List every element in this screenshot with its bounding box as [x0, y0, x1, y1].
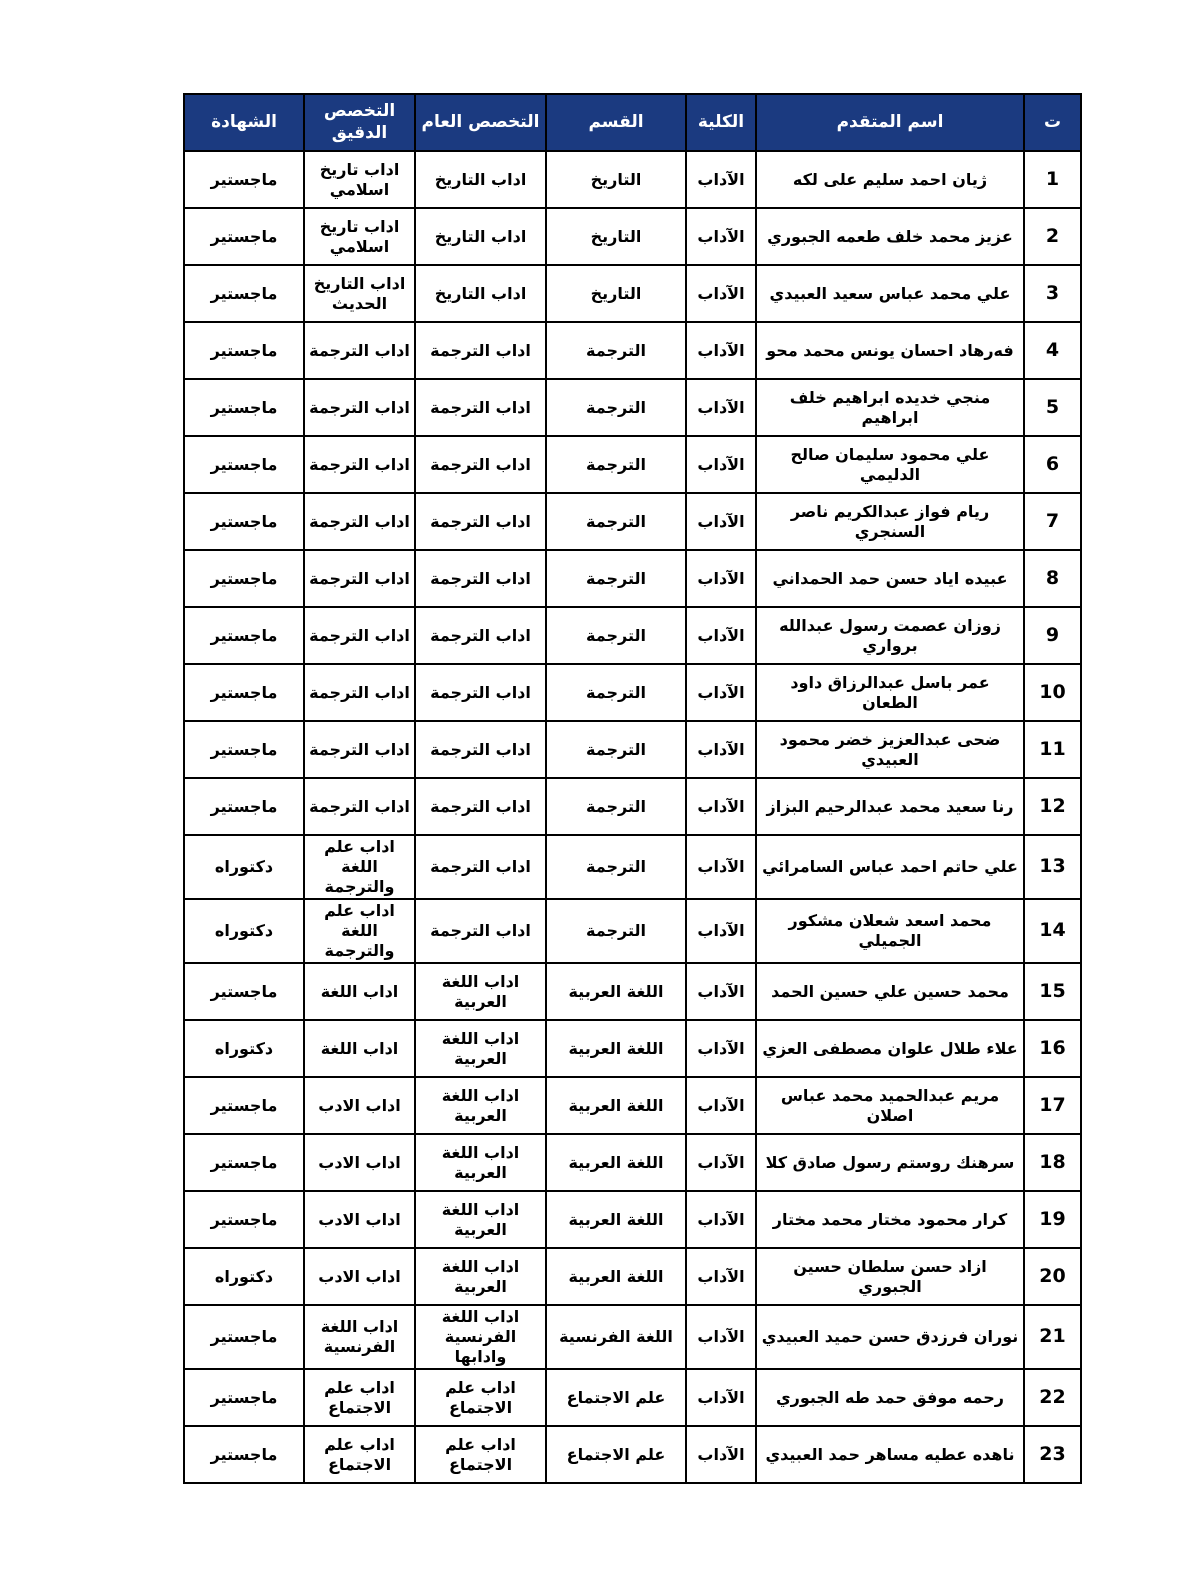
cell-number: 22 — [1024, 1369, 1081, 1426]
cell-degree: ماجستير — [184, 151, 304, 208]
header-degree: الشهادة — [184, 94, 304, 151]
cell-specific-specialization: اداب اللغة الفرنسية — [304, 1305, 415, 1369]
cell-applicant-name: ريام فواز عبدالكريم ناصر السنجري — [756, 493, 1024, 550]
cell-degree: ماجستير — [184, 550, 304, 607]
cell-degree: ماجستير — [184, 322, 304, 379]
cell-number: 4 — [1024, 322, 1081, 379]
header-number: ت — [1024, 94, 1081, 151]
cell-number: 19 — [1024, 1191, 1081, 1248]
cell-degree: ماجستير — [184, 1077, 304, 1134]
cell-college: الآداب — [686, 1426, 756, 1483]
table-row — [184, 721, 1081, 778]
cell-number: 2 — [1024, 208, 1081, 265]
cell-number: 20 — [1024, 1248, 1081, 1305]
cell-degree: ماجستير — [184, 778, 304, 835]
table-row — [184, 607, 1081, 664]
cell-applicant-name: علاء طلال علوان مصطفى العزي — [756, 1020, 1024, 1077]
cell-department: اللغة العربية — [546, 1020, 686, 1077]
cell-general-specialization: اداب الترجمة — [415, 550, 546, 607]
cell-college: الآداب — [686, 1191, 756, 1248]
cell-department: الترجمة — [546, 436, 686, 493]
cell-department: اللغة العربية — [546, 1191, 686, 1248]
cell-degree: ماجستير — [184, 379, 304, 436]
cell-applicant-name: منجي خديده ابراهيم خلف ابراهيم — [756, 379, 1024, 436]
cell-number: 6 — [1024, 436, 1081, 493]
cell-specific-specialization: اداب الادب — [304, 1191, 415, 1248]
cell-number: 16 — [1024, 1020, 1081, 1077]
cell-specific-specialization: اداب الترجمة — [304, 379, 415, 436]
cell-general-specialization: اداب التاريخ — [415, 265, 546, 322]
cell-general-specialization: اداب التاريخ — [415, 208, 546, 265]
cell-general-specialization: اداب علم الاجتماع — [415, 1369, 546, 1426]
cell-applicant-name: عزيز محمد خلف طعمه الجبوري — [756, 208, 1024, 265]
cell-specific-specialization: اداب الترجمة — [304, 778, 415, 835]
cell-department: اللغة العربية — [546, 1134, 686, 1191]
cell-college: الآداب — [686, 607, 756, 664]
cell-number: 3 — [1024, 265, 1081, 322]
table-row — [184, 778, 1081, 835]
cell-college: الآداب — [686, 550, 756, 607]
cell-department: الترجمة — [546, 322, 686, 379]
cell-general-specialization: اداب اللغة العربية — [415, 1134, 546, 1191]
cell-specific-specialization: اداب الترجمة — [304, 436, 415, 493]
cell-degree: ماجستير — [184, 963, 304, 1020]
cell-applicant-name: سرهنك روستم رسول صادق كلا — [756, 1134, 1024, 1191]
cell-degree: ماجستير — [184, 607, 304, 664]
cell-college: الآداب — [686, 436, 756, 493]
table-row — [184, 1426, 1081, 1483]
cell-college: الآداب — [686, 835, 756, 899]
cell-department: التاريخ — [546, 151, 686, 208]
cell-applicant-name: عبيده اياد حسن حمد الحمداني — [756, 550, 1024, 607]
cell-degree: ماجستير — [184, 1369, 304, 1426]
table-row — [184, 1248, 1081, 1305]
table-row — [184, 379, 1081, 436]
cell-specific-specialization: اداب اللغة — [304, 963, 415, 1020]
cell-college: الآداب — [686, 963, 756, 1020]
cell-number: 11 — [1024, 721, 1081, 778]
table-row — [184, 664, 1081, 721]
header-department: القسم — [546, 94, 686, 151]
header-applicant-name: اسم المتقدم — [756, 94, 1024, 151]
cell-college: الآداب — [686, 1248, 756, 1305]
table-row — [184, 1305, 1081, 1369]
cell-degree: ماجستير — [184, 1426, 304, 1483]
cell-department: علم الاجتماع — [546, 1426, 686, 1483]
cell-number: 23 — [1024, 1426, 1081, 1483]
cell-specific-specialization: اداب علم الاجتماع — [304, 1369, 415, 1426]
cell-general-specialization: اداب الترجمة — [415, 322, 546, 379]
cell-department: الترجمة — [546, 899, 686, 963]
cell-applicant-name: عمر باسل عبدالرزاق داود الطعان — [756, 664, 1024, 721]
cell-degree: دكتوراه — [184, 835, 304, 899]
cell-applicant-name: رحمه موفق حمد طه الجبوري — [756, 1369, 1024, 1426]
cell-applicant-name: فه‌رهاد احسان يونس محمد محو — [756, 322, 1024, 379]
cell-applicant-name: كرار محمود مختار محمد مختار — [756, 1191, 1024, 1248]
cell-degree: ماجستير — [184, 493, 304, 550]
cell-department: اللغة الفرنسية — [546, 1305, 686, 1369]
cell-general-specialization: اداب علم الاجتماع — [415, 1426, 546, 1483]
table-row — [184, 436, 1081, 493]
cell-specific-specialization: اداب تاريخ اسلامي — [304, 208, 415, 265]
cell-college: الآداب — [686, 265, 756, 322]
cell-number: 1 — [1024, 151, 1081, 208]
cell-degree: ماجستير — [184, 208, 304, 265]
cell-degree: ماجستير — [184, 265, 304, 322]
cell-general-specialization: اداب اللغة العربية — [415, 963, 546, 1020]
cell-degree: دكتوراه — [184, 1248, 304, 1305]
table-row — [184, 835, 1081, 899]
cell-college: الآداب — [686, 778, 756, 835]
cell-department: الترجمة — [546, 379, 686, 436]
cell-general-specialization: اداب الترجمة — [415, 899, 546, 963]
cell-number: 8 — [1024, 550, 1081, 607]
cell-department: الترجمة — [546, 607, 686, 664]
cell-specific-specialization: اداب التاريخ الحديث — [304, 265, 415, 322]
cell-general-specialization: اداب الترجمة — [415, 379, 546, 436]
cell-general-specialization: اداب الترجمة — [415, 493, 546, 550]
cell-number: 10 — [1024, 664, 1081, 721]
cell-number: 17 — [1024, 1077, 1081, 1134]
cell-college: الآداب — [686, 1077, 756, 1134]
cell-general-specialization: اداب التاريخ — [415, 151, 546, 208]
header-specific-specialization: التخصص الدقيق — [304, 94, 415, 151]
table-row — [184, 265, 1081, 322]
cell-applicant-name: محمد اسعد شعلان مشكور الجميلي — [756, 899, 1024, 963]
cell-department: الترجمة — [546, 493, 686, 550]
table-row — [184, 1020, 1081, 1077]
cell-specific-specialization: اداب الترجمة — [304, 322, 415, 379]
cell-department: اللغة العربية — [546, 1077, 686, 1134]
cell-number: 7 — [1024, 493, 1081, 550]
cell-degree: ماجستير — [184, 721, 304, 778]
cell-applicant-name: زوزان عصمت رسول عبدالله برواري — [756, 607, 1024, 664]
cell-degree: ماجستير — [184, 1191, 304, 1248]
cell-specific-specialization: اداب علم اللغة والترجمة — [304, 899, 415, 963]
cell-department: اللغة العربية — [546, 1248, 686, 1305]
cell-number: 5 — [1024, 379, 1081, 436]
table-row — [184, 1077, 1081, 1134]
cell-specific-specialization: اداب تاريخ اسلامي — [304, 151, 415, 208]
cell-department: الترجمة — [546, 550, 686, 607]
cell-applicant-name: علي محمود سليمان صالح الدليمي — [756, 436, 1024, 493]
cell-specific-specialization: اداب الترجمة — [304, 493, 415, 550]
cell-general-specialization: اداب الترجمة — [415, 664, 546, 721]
cell-college: الآداب — [686, 899, 756, 963]
cell-applicant-name: ازاد حسن سلطان حسين الجبوري — [756, 1248, 1024, 1305]
cell-number: 9 — [1024, 607, 1081, 664]
cell-general-specialization: اداب الترجمة — [415, 721, 546, 778]
cell-college: الآداب — [686, 379, 756, 436]
cell-applicant-name: ناهده عطيه مساهر حمد العبيدي — [756, 1426, 1024, 1483]
cell-number: 12 — [1024, 778, 1081, 835]
cell-specific-specialization: اداب الادب — [304, 1134, 415, 1191]
cell-college: الآداب — [686, 664, 756, 721]
table-row — [184, 1134, 1081, 1191]
table-row — [184, 963, 1081, 1020]
cell-degree: ماجستير — [184, 436, 304, 493]
cell-department: علم الاجتماع — [546, 1369, 686, 1426]
cell-college: الآداب — [686, 493, 756, 550]
cell-general-specialization: اداب الترجمة — [415, 835, 546, 899]
cell-department: الترجمة — [546, 778, 686, 835]
applicants-table — [183, 93, 1082, 1484]
cell-degree: ماجستير — [184, 1134, 304, 1191]
cell-degree: دكتوراه — [184, 899, 304, 963]
cell-specific-specialization: اداب الترجمة — [304, 550, 415, 607]
cell-specific-specialization: اداب علم الاجتماع — [304, 1426, 415, 1483]
cell-applicant-name: علي حاتم احمد عباس السامرائي — [756, 835, 1024, 899]
cell-degree: دكتوراه — [184, 1020, 304, 1077]
cell-number: 13 — [1024, 835, 1081, 899]
cell-applicant-name: محمد حسين علي حسين الحمد — [756, 963, 1024, 1020]
cell-department: الترجمة — [546, 835, 686, 899]
table-row — [184, 1369, 1081, 1426]
cell-applicant-name: علي محمد عباس سعيد العبيدي — [756, 265, 1024, 322]
header-general-specialization: التخصص العام — [415, 94, 546, 151]
cell-general-specialization: اداب اللغة العربية — [415, 1077, 546, 1134]
cell-general-specialization: اداب اللغة العربية — [415, 1191, 546, 1248]
cell-applicant-name: ضحى عبدالعزيز خضر محمود العبيدي — [756, 721, 1024, 778]
cell-specific-specialization: اداب اللغة — [304, 1020, 415, 1077]
table-row — [184, 208, 1081, 265]
cell-college: الآداب — [686, 1369, 756, 1426]
cell-number: 18 — [1024, 1134, 1081, 1191]
cell-specific-specialization: اداب الادب — [304, 1077, 415, 1134]
cell-degree: ماجستير — [184, 1305, 304, 1369]
table-row — [184, 899, 1081, 963]
cell-specific-specialization: اداب الترجمة — [304, 721, 415, 778]
cell-college: الآداب — [686, 1020, 756, 1077]
cell-department: التاريخ — [546, 265, 686, 322]
header-row — [184, 94, 1081, 151]
cell-general-specialization: اداب اللغة العربية — [415, 1248, 546, 1305]
table-row — [184, 151, 1081, 208]
cell-college: الآداب — [686, 208, 756, 265]
table-row — [184, 550, 1081, 607]
table-row — [184, 1191, 1081, 1248]
cell-college: الآداب — [686, 1134, 756, 1191]
cell-general-specialization: اداب اللغة العربية — [415, 1020, 546, 1077]
cell-number: 15 — [1024, 963, 1081, 1020]
cell-college: الآداب — [686, 322, 756, 379]
table-row — [184, 322, 1081, 379]
cell-department: الترجمة — [546, 664, 686, 721]
cell-applicant-name: رنا سعيد محمد عبدالرحيم البزاز — [756, 778, 1024, 835]
cell-applicant-name: نوران فرزدق حسن حميد العبيدي — [756, 1305, 1024, 1369]
cell-college: الآداب — [686, 721, 756, 778]
cell-college: الآداب — [686, 1305, 756, 1369]
cell-general-specialization: اداب الترجمة — [415, 607, 546, 664]
cell-general-specialization: اداب اللغة الفرنسية وادابها — [415, 1305, 546, 1369]
header-college: الكلية — [686, 94, 756, 151]
table-header — [184, 94, 1081, 151]
cell-specific-specialization: اداب علم اللغة والترجمة — [304, 835, 415, 899]
cell-specific-specialization: اداب الترجمة — [304, 607, 415, 664]
cell-department: الترجمة — [546, 721, 686, 778]
cell-number: 14 — [1024, 899, 1081, 963]
cell-degree: ماجستير — [184, 664, 304, 721]
cell-department: اللغة العربية — [546, 963, 686, 1020]
cell-number: 21 — [1024, 1305, 1081, 1369]
cell-specific-specialization: اداب الادب — [304, 1248, 415, 1305]
table-row — [184, 493, 1081, 550]
cell-department: التاريخ — [546, 208, 686, 265]
cell-specific-specialization: اداب الترجمة — [304, 664, 415, 721]
table-body — [184, 151, 1081, 1483]
cell-applicant-name: ژيان احمد سليم على لكه — [756, 151, 1024, 208]
cell-applicant-name: مريم عبدالحميد محمد عباس اصلان — [756, 1077, 1024, 1134]
cell-college: الآداب — [686, 151, 756, 208]
cell-general-specialization: اداب الترجمة — [415, 778, 546, 835]
cell-general-specialization: اداب الترجمة — [415, 436, 546, 493]
